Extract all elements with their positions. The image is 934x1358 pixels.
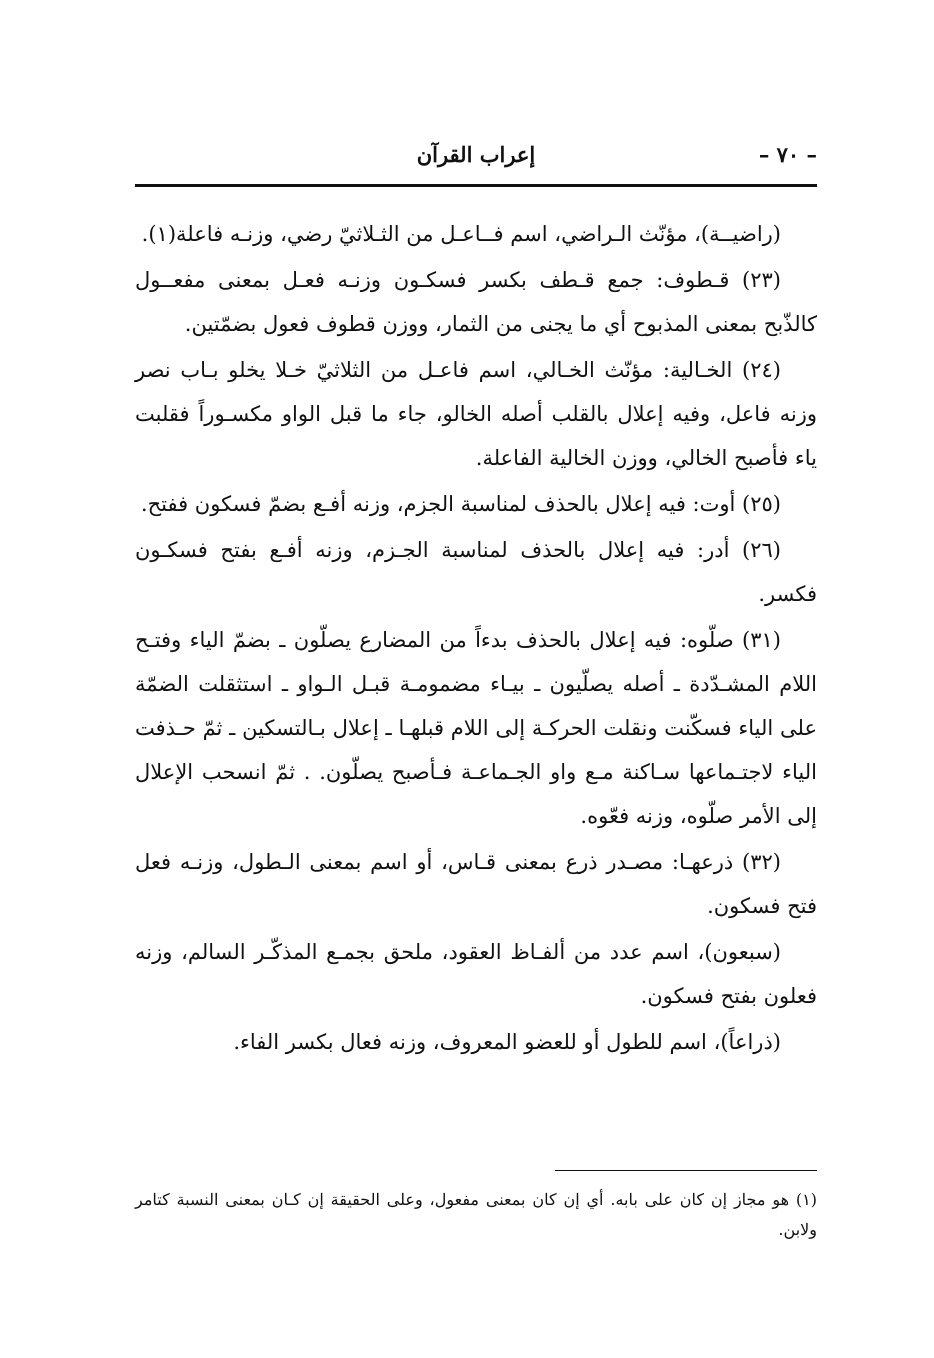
- paragraph: (راضيــة)، مؤنّث الـراضي، اسم فــاعـل من الثـلاثيّ رضي، وزنـه فاعلة(١).: [141, 222, 781, 246]
- paragraph: (ذراعاً)، اسم للطول أو للعضو المعروف، وزنه فعال بكسر الفاء.: [233, 1030, 781, 1054]
- page-number: – ٧٠ –: [758, 142, 817, 167]
- running-title: إعراب القرآن: [416, 142, 536, 167]
- footnote-block: [135, 1185, 817, 1245]
- footnote-rule: [555, 1170, 817, 1171]
- paragraph: (٣٢) ذرعهـا: مصـدر ذرع بمعنى قـاس، أو اسم بمعنى الـطول، وزنـه فعل فتح فسكون.: [135, 850, 817, 918]
- paragraph: (سبعون)، اسم عدد من ألفـاظ العقود، ملحق بجمـع المذكّـر السالم، وزنه فعلون بفتح فسكون.: [135, 940, 817, 1008]
- paragraph: (٢٣) قـطوف: جمع قـطف بكسر فسكـون وزنـه فعـل بمعنى مفعــول كالذّبح بمعنى المذبوح أي ما يجنى من الثمار، ووزن قطوف فعول بضمّتين.: [135, 268, 817, 336]
- page-body: [135, 212, 817, 1066]
- footnote-text: (١) هو مجاز إن كان على بابه. أي إن كان بمعنى مفعول، وعلى الحقيقة إن كـان بمعنى النسبة كتامر ولابن.: [135, 1190, 818, 1239]
- paragraph: (٢٥) أوت: فيه إعلال بالحذف لمناسبة الجزم، وزنه أفـع بضمّ فسكون ففتح.: [140, 492, 781, 516]
- page-header: [135, 142, 817, 186]
- paragraph: (٣١) صلّوه: فيه إعلال بالحذف بدءاً من المضارع يصلّون ـ بضمّ الياء وفتـح اللام المشـدّدة ـ أصله يصلّيون ـ بيـاء مضمومـة قبـل الـواو ـ استثقلت الضمّة على الياء فسكّنت ونقلت الحركـة إلى اللام قبلهـا ـ إعلال بـالتسكين ـ ثمّ حـذفت الياء لاجتـماعها سـاكنة مـع واو الجـماعـة فـأصبح يصلّون. . ثمّ انسحب الإعلال إلى الأمر صلّوه، وزنه فعّوه.: [135, 628, 818, 828]
- header-rule: [135, 184, 817, 187]
- paragraph: (٢٦) أدر: فيه إعلال بالحذف لمناسبة الجـزم، وزنه أفـع بفتح فسكـون فكسر.: [135, 538, 817, 606]
- paragraph: (٢٤) الخـالية: مؤنّث الخـالي، اسم فاعـل من الثلاثيّ خـلا يخلو بـاب نصر وزنه فاعل، وفيه إعلال بالقلب أصله الخالو، جاء ما قبل الواو مكسـوراً فقلبت ياء فأصبح الخالي، ووزن الخالية الفاعلة.: [135, 358, 817, 470]
